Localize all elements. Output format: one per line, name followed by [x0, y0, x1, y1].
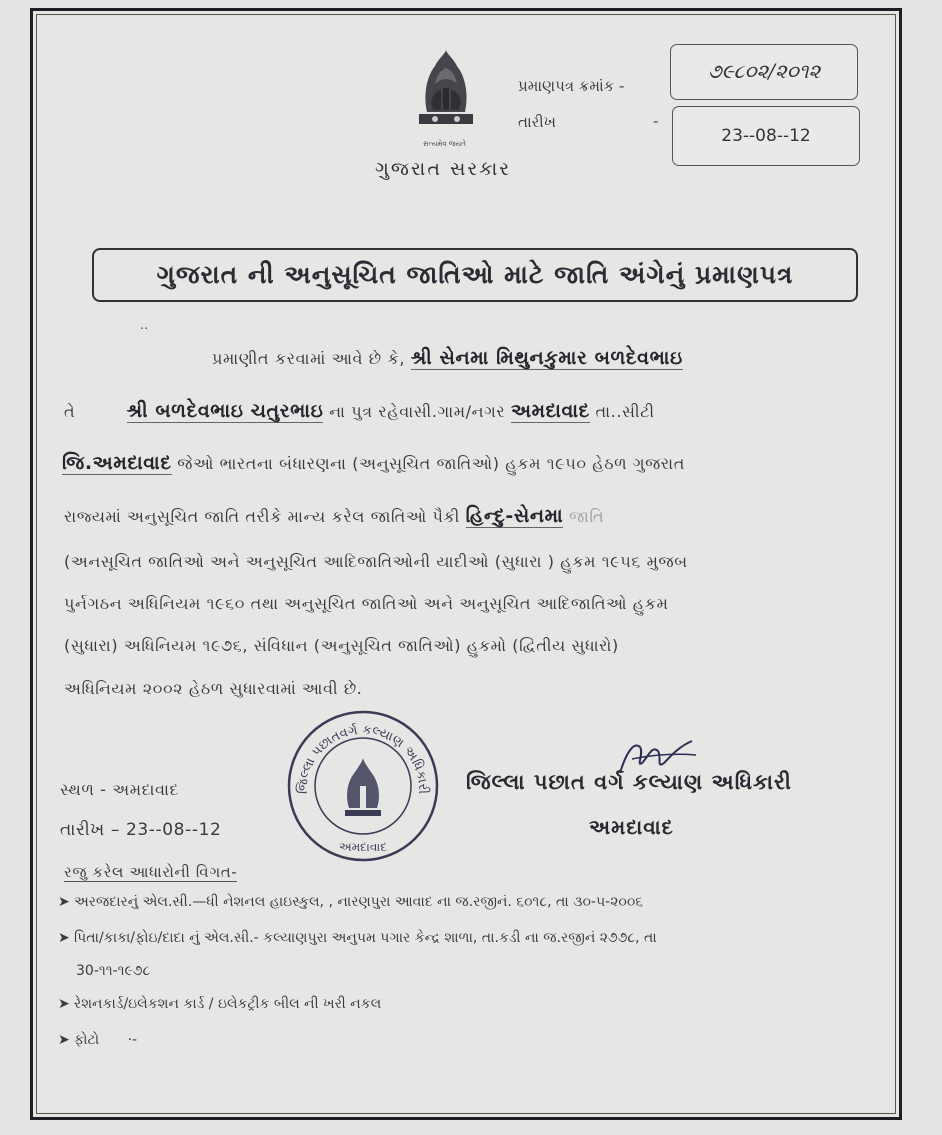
- city-name: અમદાવાદ: [510, 400, 590, 422]
- arrow-icon: ➤: [58, 996, 70, 1012]
- certificate-title: ગુજરાત ની અનુસૂચિત જાતિઓ માટે જાતિ અંગેનું પ્રમાણપત્ર: [92, 248, 858, 302]
- body-line-6: પુર્નગઠન અધિનિયમ ૧૯૬૦ તથા અનુસૂચિત જાતિઓ અને અનુસૂચિત આદિજાતિઓ હુકમ: [64, 594, 669, 613]
- photo-mark: ·-: [127, 1032, 138, 1048]
- document-item: ➤ પિતા/કાકા/ફોઇ/દાદા નું એલ.સી.- કલ્યાણપુરા અનુપમ પગાર કેન્દ્ર શાળા, તા.કડી ના જ.રજીનં ૨૭૭૮, તા: [58, 930, 657, 946]
- place-label: સ્થળ - અમદાવાદ: [60, 780, 180, 799]
- document-item: ➤ ફોટો ·-: [58, 1032, 138, 1048]
- date-dash: -: [653, 112, 659, 130]
- district-name: જિ.અમદાવાદ: [62, 452, 172, 474]
- state-text: રાજ્યમાં અનુસૂચિત જાતિ તરીકે માન્ય કરેલ જાતિઓ પૈકી: [64, 507, 460, 526]
- arrow-icon: ➤: [58, 894, 70, 910]
- certificate-number-value: ૭૯૮૦૨/૨૦૧૨: [670, 44, 858, 100]
- body-line-1: [212, 347, 683, 369]
- certifying-text: પ્રમાણીત કરવામાં આવે છે કે,: [212, 349, 406, 368]
- seal-emblem-icon: [345, 758, 381, 816]
- date-value: 23--08--12: [672, 106, 860, 166]
- seal-ring-text: જિલ્લા પછાતવર્ગ કલ્યાણ અધિકારી: [295, 722, 431, 795]
- prefix-te: તે: [64, 402, 76, 421]
- officer-title: જિલ્લા પછાત વર્ગ કલ્યાણ અધિકારી: [466, 770, 792, 794]
- body-line-5: (અનસૂચિત જાતિઓ અને અનુસૂચિત આદિજાતિઓની યાદીઓ (સુધારા ) હુકમ ૧૯૫૬ મુજબ: [64, 552, 688, 571]
- certificate-number-label: પ્રમાણપત્ર ક્રમાંક -: [518, 77, 625, 95]
- arrow-icon: ➤: [58, 930, 70, 946]
- father-name: શ્રી બળદેવભાઇ ચતુરભાઇ: [126, 400, 324, 422]
- body-line-8: અધિનિયમ ૨૦૦૨ હેઠળ સુધારવામાં આવી છે.: [64, 679, 363, 698]
- stray-mark: ..: [140, 318, 149, 332]
- government-name: ગુજરાત સરકાર: [375, 158, 512, 180]
- official-seal: [283, 706, 443, 866]
- seal-bottom-text: અમદાવાદ: [339, 840, 387, 854]
- body-line-7: (સુધારા) અધિનિયમ ૧૯૭૬, સંવિધાન (અનુસૂચિત જાતિઓ) હુકમો (દ્વિતીય સુધારો): [64, 636, 619, 655]
- documents-heading: રજુ કરેલ આધારોની વિગત-: [64, 863, 238, 881]
- document-item: ➤ રેશનકાર્ડ/ઇલેકશન કાર્ડ / ઇલેકટ્રીક બીલ ની ખરી નકલ: [58, 996, 382, 1012]
- body-line-2: [64, 400, 655, 422]
- applicant-name: શ્રી સેનમા મિથુનકુમાર બળદેવભાઇ: [410, 347, 683, 369]
- constitution-text: જેઓ ભારતના બંધારણના (અનુસૂચિત જાતિઓ) હુકમ ૧૯૫૦ હેઠળ ગુજરાત: [177, 454, 685, 473]
- taluka-text: તા..સીટી: [595, 402, 655, 421]
- state-emblem-icon: [405, 44, 487, 144]
- issue-date-label: તારીખ – 23--08--12: [60, 820, 222, 840]
- body-line-4: [64, 505, 604, 527]
- caste-suffix: જાતિ: [568, 507, 605, 526]
- caste-name: હિન્દુ-સેનમા: [465, 505, 564, 527]
- document-item: ➤ અરજદારનું એલ.સી.—ધી નેશનલ હાઇસ્કુલ, , નારણપુરા આવાદ ના જ.રજીનં. ૬૦૧૮, તા ૩૦-૫-૨૦૦૬: [58, 894, 644, 910]
- document-item-continuation: 30-૧૧-૧૯૭૮: [76, 963, 151, 979]
- emblem-caption: સત્યમેવ જયતે: [423, 140, 466, 148]
- body-line-3: [62, 452, 685, 474]
- date-label: તારીખ: [518, 113, 556, 131]
- son-of-text: ના પુત્ર રહેવાસી.ગામ/નગર: [329, 402, 506, 421]
- arrow-icon: ➤: [58, 1032, 70, 1048]
- officer-city: અમદાવાદ: [589, 815, 674, 839]
